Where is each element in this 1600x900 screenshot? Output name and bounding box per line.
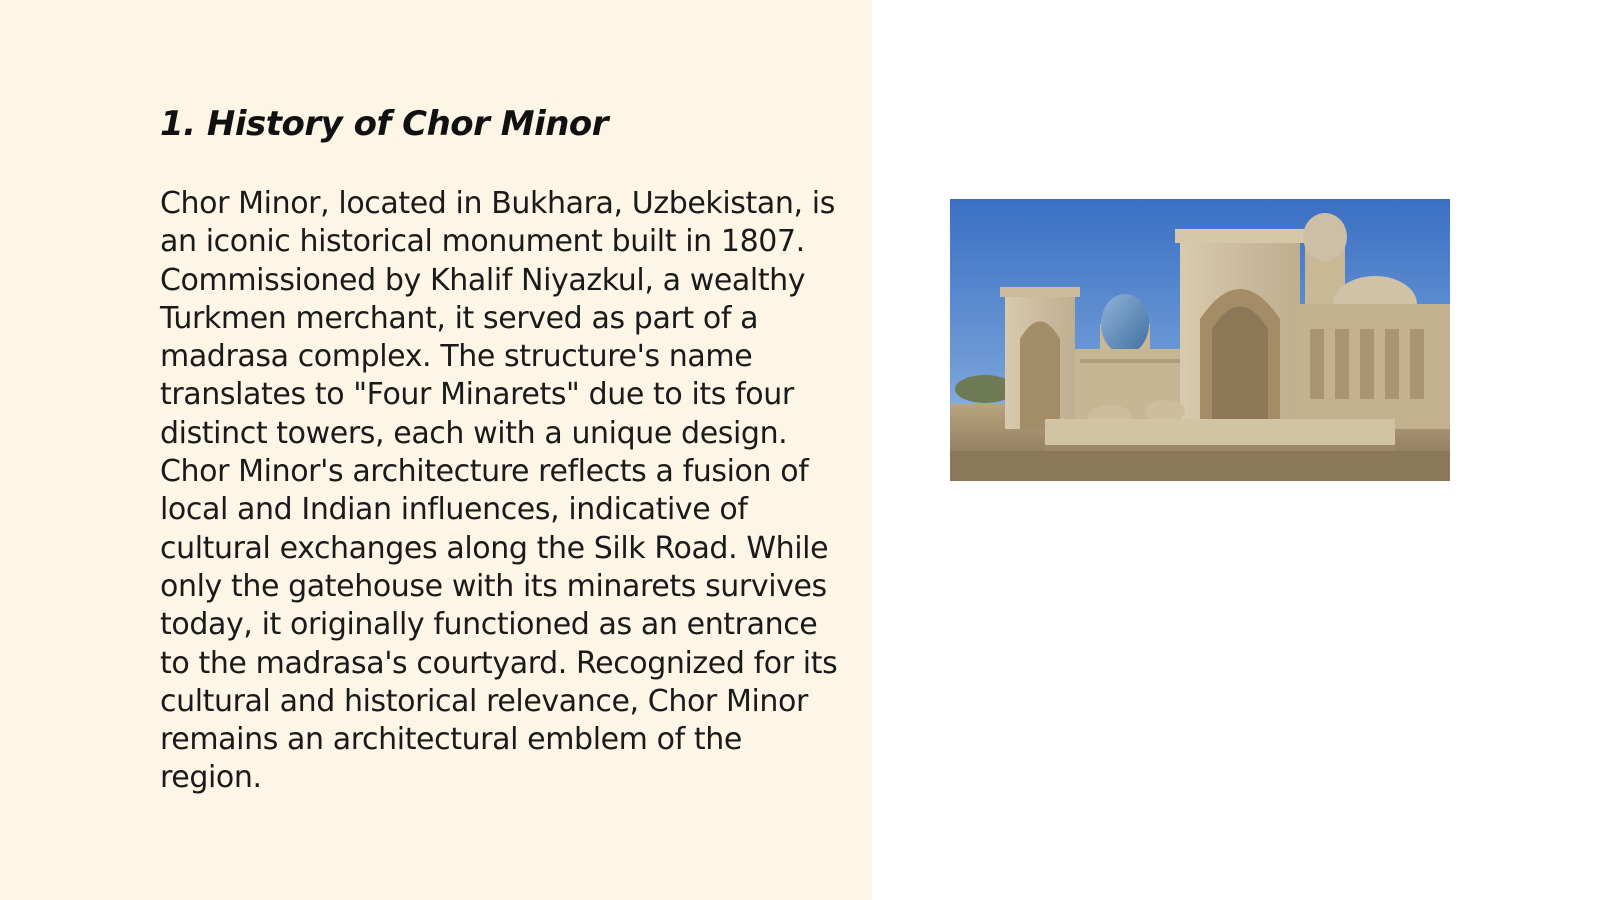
slide-body-text: Chor Minor, located in Bukhara, Uzbekistan, is an iconic historical monument built in 1807. Commissioned by Khalif Niyazkul, a wealthy Turkmen merchant, it served as part of a madrasa complex. The structure's name translates to "Four Minarets" due to its four distinct towers, each with a unique design. Chor Minor's architecture reflects a fusion of local and Indian influences, indicative of cultural exchanges along the Silk Road. While only the gatehouse with its minarets survives today, it originally functioned as an entrance to the madrasa's courtyard. Recognized for its cultural and historical relevance, Chor Minor remains an architectural emblem of the region. (160, 186, 838, 796)
slide-heading: 1. History of Chor Minor (160, 104, 609, 144)
monument-photo (950, 199, 1450, 481)
